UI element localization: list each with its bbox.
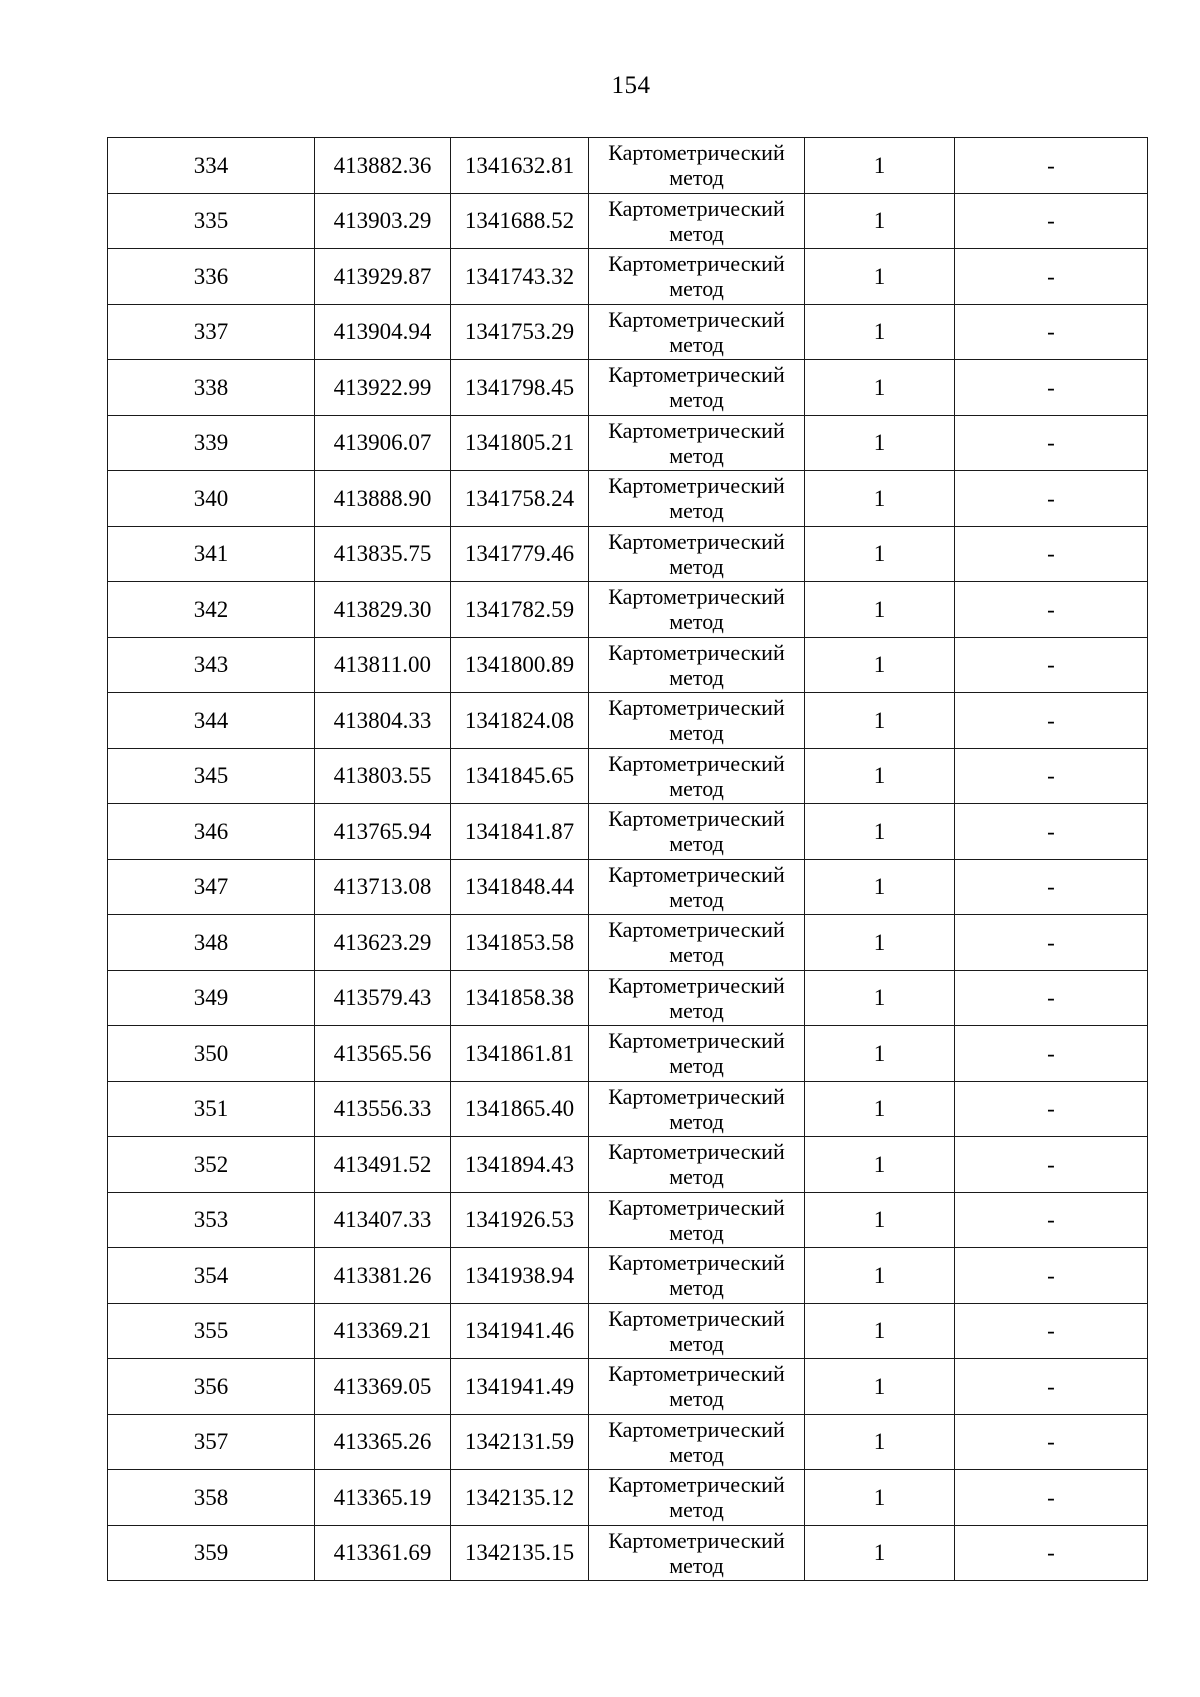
method-cell bbox=[589, 1137, 805, 1193]
method-line-1: Картометрический bbox=[608, 1472, 785, 1497]
point-number-cell: 338 bbox=[108, 360, 315, 416]
y-coordinate-cell: 1341753.29 bbox=[451, 304, 589, 360]
x-coordinate-cell: 413623.29 bbox=[315, 915, 451, 971]
method-line-1: Картометрический bbox=[608, 1527, 785, 1553]
x-coordinate-cell: 413929.87 bbox=[315, 249, 451, 305]
point-number-cell: 341 bbox=[108, 526, 315, 582]
table-row bbox=[108, 1137, 1148, 1193]
x-coordinate-cell: 413882.36 bbox=[315, 138, 451, 194]
method-cell bbox=[589, 748, 805, 804]
note-cell: - bbox=[955, 193, 1148, 249]
method-line-1: Картометрический bbox=[608, 917, 785, 942]
method-cell bbox=[589, 1303, 805, 1359]
table-row bbox=[108, 415, 1148, 471]
method-cell bbox=[589, 526, 805, 582]
method-line-2: метод bbox=[669, 553, 724, 579]
point-number-cell: 334 bbox=[108, 138, 315, 194]
method-line-2: метод bbox=[669, 331, 724, 357]
point-number-cell: 345 bbox=[108, 748, 315, 804]
method-cell bbox=[589, 1414, 805, 1470]
note-cell: - bbox=[955, 637, 1148, 693]
point-number-cell: 354 bbox=[108, 1248, 315, 1304]
note-cell: - bbox=[955, 1303, 1148, 1359]
y-coordinate-cell: 1341743.32 bbox=[451, 249, 589, 305]
method-line-2: метод bbox=[669, 1164, 724, 1189]
accuracy-cell: 1 bbox=[805, 138, 955, 194]
y-coordinate-cell: 1341841.87 bbox=[451, 804, 589, 860]
note-cell: - bbox=[955, 970, 1148, 1026]
method-cell bbox=[589, 804, 805, 860]
x-coordinate-cell: 413835.75 bbox=[315, 526, 451, 582]
y-coordinate-cell: 1341632.81 bbox=[451, 138, 589, 194]
method-cell bbox=[589, 193, 805, 249]
accuracy-cell: 1 bbox=[805, 804, 955, 860]
point-number-cell: 350 bbox=[108, 1026, 315, 1082]
accuracy-cell: 1 bbox=[805, 1081, 955, 1137]
x-coordinate-cell: 413765.94 bbox=[315, 804, 451, 860]
point-number-cell: 335 bbox=[108, 193, 315, 249]
y-coordinate-cell: 1341779.46 bbox=[451, 526, 589, 582]
point-number-cell: 356 bbox=[108, 1359, 315, 1415]
method-cell bbox=[589, 693, 805, 749]
table-row bbox=[108, 1359, 1148, 1415]
method-cell bbox=[589, 415, 805, 471]
x-coordinate-cell: 413804.33 bbox=[315, 693, 451, 749]
note-cell: - bbox=[955, 915, 1148, 971]
x-coordinate-cell: 413906.07 bbox=[315, 415, 451, 471]
table-row bbox=[108, 1414, 1148, 1470]
point-number-cell: 355 bbox=[108, 1303, 315, 1359]
method-line-2: метод bbox=[669, 1441, 724, 1467]
method-line-1: Картометрический bbox=[608, 695, 785, 720]
method-line-2: метод bbox=[669, 1386, 724, 1411]
point-number-cell: 342 bbox=[108, 582, 315, 638]
method-cell bbox=[589, 582, 805, 638]
method-cell bbox=[589, 1081, 805, 1137]
method-line-1: Картометрический bbox=[608, 362, 785, 387]
method-line-1: Картометрический bbox=[608, 806, 785, 831]
method-cell bbox=[589, 1026, 805, 1082]
y-coordinate-cell: 1341926.53 bbox=[451, 1192, 589, 1248]
x-coordinate-cell: 413369.21 bbox=[315, 1303, 451, 1359]
accuracy-cell: 1 bbox=[805, 582, 955, 638]
table-row bbox=[108, 915, 1148, 971]
table-row bbox=[108, 970, 1148, 1026]
method-line-2: метод bbox=[669, 1053, 724, 1078]
method-line-1: Картометрический bbox=[608, 1250, 785, 1275]
y-coordinate-cell: 1341938.94 bbox=[451, 1248, 589, 1304]
y-coordinate-cell: 1341805.21 bbox=[451, 415, 589, 471]
y-coordinate-cell: 1341865.40 bbox=[451, 1081, 589, 1137]
x-coordinate-cell: 413361.69 bbox=[315, 1525, 451, 1581]
method-line-2: метод bbox=[669, 387, 724, 412]
table-row bbox=[108, 1470, 1148, 1526]
point-number-cell: 357 bbox=[108, 1414, 315, 1470]
x-coordinate-cell: 413491.52 bbox=[315, 1137, 451, 1193]
y-coordinate-cell: 1341824.08 bbox=[451, 693, 589, 749]
point-number-cell: 353 bbox=[108, 1192, 315, 1248]
coordinates-table bbox=[107, 137, 1148, 1581]
method-line-2: метод bbox=[669, 1330, 724, 1356]
method-line-1: Картометрический bbox=[608, 1194, 785, 1220]
method-line-2: метод bbox=[669, 720, 724, 745]
point-number-cell: 339 bbox=[108, 415, 315, 471]
y-coordinate-cell: 1341941.46 bbox=[451, 1303, 589, 1359]
method-line-1: Картометрический bbox=[608, 1305, 785, 1331]
point-number-cell: 344 bbox=[108, 693, 315, 749]
table-row bbox=[108, 859, 1148, 915]
method-cell bbox=[589, 138, 805, 194]
table-row bbox=[108, 304, 1148, 360]
accuracy-cell: 1 bbox=[805, 193, 955, 249]
y-coordinate-cell: 1341941.49 bbox=[451, 1359, 589, 1415]
table-row bbox=[108, 1081, 1148, 1137]
method-cell bbox=[589, 1470, 805, 1526]
accuracy-cell: 1 bbox=[805, 1470, 955, 1526]
table-row bbox=[108, 582, 1148, 638]
x-coordinate-cell: 413556.33 bbox=[315, 1081, 451, 1137]
y-coordinate-cell: 1341782.59 bbox=[451, 582, 589, 638]
point-number-cell: 337 bbox=[108, 304, 315, 360]
table-row bbox=[108, 471, 1148, 527]
x-coordinate-cell: 413565.56 bbox=[315, 1026, 451, 1082]
table-row bbox=[108, 1525, 1148, 1581]
method-line-1: Картометрический bbox=[608, 1028, 785, 1053]
method-line-2: метод bbox=[669, 664, 724, 690]
note-cell: - bbox=[955, 304, 1148, 360]
table-row bbox=[108, 360, 1148, 416]
x-coordinate-cell: 413407.33 bbox=[315, 1192, 451, 1248]
method-line-2: метод bbox=[669, 1497, 724, 1522]
method-line-2: метод bbox=[669, 165, 724, 190]
accuracy-cell: 1 bbox=[805, 1137, 955, 1193]
note-cell: - bbox=[955, 1470, 1148, 1526]
accuracy-cell: 1 bbox=[805, 415, 955, 471]
method-line-1: Картометрический bbox=[608, 584, 785, 609]
point-number-cell: 336 bbox=[108, 249, 315, 305]
y-coordinate-cell: 1342131.59 bbox=[451, 1414, 589, 1470]
method-cell bbox=[589, 304, 805, 360]
y-coordinate-cell: 1341861.81 bbox=[451, 1026, 589, 1082]
accuracy-cell: 1 bbox=[805, 748, 955, 804]
accuracy-cell: 1 bbox=[805, 915, 955, 971]
method-line-2: метод bbox=[669, 775, 724, 801]
y-coordinate-cell: 1341853.58 bbox=[451, 915, 589, 971]
y-coordinate-cell: 1341798.45 bbox=[451, 360, 589, 416]
note-cell: - bbox=[955, 804, 1148, 860]
method-line-2: метод bbox=[669, 1108, 724, 1134]
method-cell bbox=[589, 859, 805, 915]
point-number-cell: 349 bbox=[108, 970, 315, 1026]
note-cell: - bbox=[955, 138, 1148, 194]
note-cell: - bbox=[955, 1414, 1148, 1470]
y-coordinate-cell: 1341894.43 bbox=[451, 1137, 589, 1193]
method-line-1: Картометрический bbox=[608, 1139, 785, 1164]
accuracy-cell: 1 bbox=[805, 970, 955, 1026]
method-line-2: метод bbox=[669, 276, 724, 301]
point-number-cell: 346 bbox=[108, 804, 315, 860]
table-row bbox=[108, 804, 1148, 860]
accuracy-cell: 1 bbox=[805, 1026, 955, 1082]
x-coordinate-cell: 413579.43 bbox=[315, 970, 451, 1026]
accuracy-cell: 1 bbox=[805, 1525, 955, 1581]
method-line-2: метод bbox=[669, 609, 724, 634]
table-row bbox=[108, 1248, 1148, 1304]
accuracy-cell: 1 bbox=[805, 360, 955, 416]
note-cell: - bbox=[955, 693, 1148, 749]
point-number-cell: 351 bbox=[108, 1081, 315, 1137]
note-cell: - bbox=[955, 1026, 1148, 1082]
note-cell: - bbox=[955, 471, 1148, 527]
table-row bbox=[108, 526, 1148, 582]
accuracy-cell: 1 bbox=[805, 304, 955, 360]
method-cell bbox=[589, 1525, 805, 1581]
point-number-cell: 359 bbox=[108, 1525, 315, 1581]
coordinates-table-body bbox=[108, 138, 1148, 1581]
page-number: 154 bbox=[611, 72, 651, 99]
y-coordinate-cell: 1341845.65 bbox=[451, 748, 589, 804]
table-row bbox=[108, 1303, 1148, 1359]
method-line-1: Картометрический bbox=[608, 1416, 785, 1442]
table-row bbox=[108, 693, 1148, 749]
table-row bbox=[108, 249, 1148, 305]
x-coordinate-cell: 413903.29 bbox=[315, 193, 451, 249]
y-coordinate-cell: 1341758.24 bbox=[451, 471, 589, 527]
point-number-cell: 348 bbox=[108, 915, 315, 971]
accuracy-cell: 1 bbox=[805, 637, 955, 693]
note-cell: - bbox=[955, 748, 1148, 804]
x-coordinate-cell: 413369.05 bbox=[315, 1359, 451, 1415]
table-row bbox=[108, 193, 1148, 249]
note-cell: - bbox=[955, 582, 1148, 638]
method-line-1: Картометрический bbox=[608, 750, 785, 776]
y-coordinate-cell: 1341848.44 bbox=[451, 859, 589, 915]
note-cell: - bbox=[955, 859, 1148, 915]
method-line-2: метод bbox=[669, 831, 724, 856]
x-coordinate-cell: 413365.19 bbox=[315, 1470, 451, 1526]
y-coordinate-cell: 1341688.52 bbox=[451, 193, 589, 249]
point-number-cell: 358 bbox=[108, 1470, 315, 1526]
method-cell bbox=[589, 471, 805, 527]
table-row bbox=[108, 748, 1148, 804]
x-coordinate-cell: 413713.08 bbox=[315, 859, 451, 915]
note-cell: - bbox=[955, 1137, 1148, 1193]
point-number-cell: 343 bbox=[108, 637, 315, 693]
method-line-2: метод bbox=[669, 942, 724, 967]
x-coordinate-cell: 413365.26 bbox=[315, 1414, 451, 1470]
note-cell: - bbox=[955, 1192, 1148, 1248]
method-cell bbox=[589, 360, 805, 416]
accuracy-cell: 1 bbox=[805, 471, 955, 527]
x-coordinate-cell: 413922.99 bbox=[315, 360, 451, 416]
x-coordinate-cell: 413829.30 bbox=[315, 582, 451, 638]
note-cell: - bbox=[955, 1359, 1148, 1415]
x-coordinate-cell: 413803.55 bbox=[315, 748, 451, 804]
accuracy-cell: 1 bbox=[805, 1359, 955, 1415]
method-line-1: Картометрический bbox=[608, 861, 785, 887]
y-coordinate-cell: 1342135.15 bbox=[451, 1525, 589, 1581]
accuracy-cell: 1 bbox=[805, 526, 955, 582]
method-line-2: метод bbox=[669, 220, 724, 246]
method-cell bbox=[589, 637, 805, 693]
method-line-1: Картометрический bbox=[608, 251, 785, 276]
method-line-2: метод bbox=[669, 498, 724, 523]
method-line-1: Картометрический bbox=[608, 639, 785, 665]
note-cell: - bbox=[955, 1081, 1148, 1137]
y-coordinate-cell: 1341858.38 bbox=[451, 970, 589, 1026]
method-line-1: Картометрический bbox=[608, 1083, 785, 1109]
table-row bbox=[108, 637, 1148, 693]
method-line-1: Картометрический bbox=[608, 306, 785, 332]
accuracy-cell: 1 bbox=[805, 249, 955, 305]
accuracy-cell: 1 bbox=[805, 1303, 955, 1359]
method-line-1: Картометрический bbox=[608, 195, 785, 221]
y-coordinate-cell: 1342135.12 bbox=[451, 1470, 589, 1526]
note-cell: - bbox=[955, 526, 1148, 582]
accuracy-cell: 1 bbox=[805, 859, 955, 915]
note-cell: - bbox=[955, 249, 1148, 305]
method-line-1: Картометрический bbox=[608, 972, 785, 998]
point-number-cell: 352 bbox=[108, 1137, 315, 1193]
x-coordinate-cell: 413888.90 bbox=[315, 471, 451, 527]
method-cell bbox=[589, 249, 805, 305]
method-line-1: Картометрический bbox=[608, 1361, 785, 1386]
accuracy-cell: 1 bbox=[805, 1414, 955, 1470]
method-line-2: метод bbox=[669, 1219, 724, 1245]
table-row bbox=[108, 1026, 1148, 1082]
method-line-1: Картометрический bbox=[608, 140, 785, 165]
note-cell: - bbox=[955, 1248, 1148, 1304]
method-cell bbox=[589, 915, 805, 971]
method-line-1: Картометрический bbox=[608, 417, 785, 443]
y-coordinate-cell: 1341800.89 bbox=[451, 637, 589, 693]
method-line-1: Картометрический bbox=[608, 473, 785, 498]
method-cell bbox=[589, 1192, 805, 1248]
method-line-1: Картометрический bbox=[608, 528, 785, 554]
x-coordinate-cell: 413811.00 bbox=[315, 637, 451, 693]
note-cell: - bbox=[955, 415, 1148, 471]
method-cell bbox=[589, 970, 805, 1026]
x-coordinate-cell: 413904.94 bbox=[315, 304, 451, 360]
accuracy-cell: 1 bbox=[805, 1192, 955, 1248]
x-coordinate-cell: 413381.26 bbox=[315, 1248, 451, 1304]
table-row bbox=[108, 138, 1148, 194]
note-cell: - bbox=[955, 1525, 1148, 1581]
method-line-2: метод bbox=[669, 997, 724, 1023]
method-line-2: метод bbox=[669, 886, 724, 912]
method-line-2: метод bbox=[669, 442, 724, 468]
method-line-2: метод bbox=[669, 1552, 724, 1578]
accuracy-cell: 1 bbox=[805, 1248, 955, 1304]
method-cell bbox=[589, 1248, 805, 1304]
accuracy-cell: 1 bbox=[805, 693, 955, 749]
method-cell bbox=[589, 1359, 805, 1415]
point-number-cell: 340 bbox=[108, 471, 315, 527]
method-line-2: метод bbox=[669, 1275, 724, 1300]
note-cell: - bbox=[955, 360, 1148, 416]
point-number-cell: 347 bbox=[108, 859, 315, 915]
table-row bbox=[108, 1192, 1148, 1248]
